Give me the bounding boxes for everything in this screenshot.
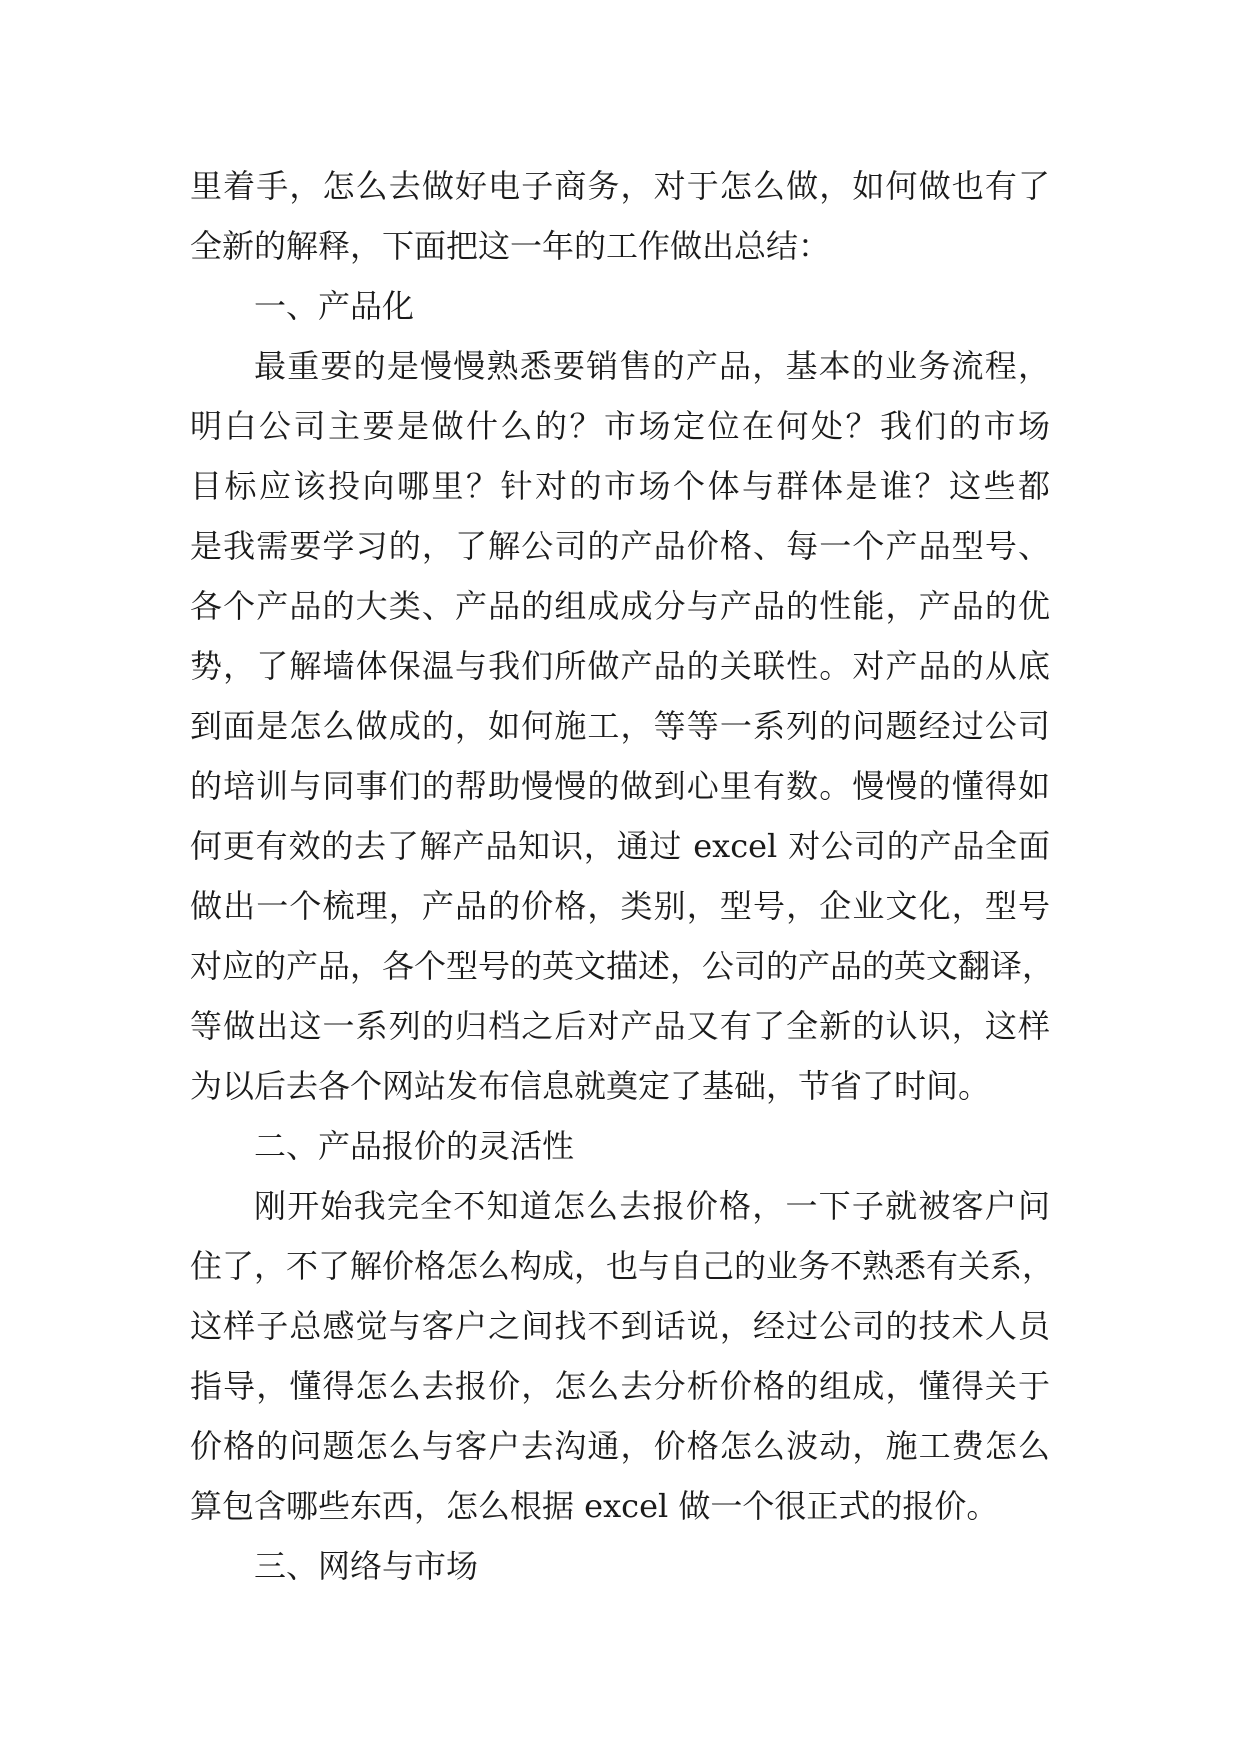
paragraph-line: 做出一个梳理，产品的价格，类别，型号，企业文化，型号	[190, 887, 1050, 925]
paragraph-line: 最重要的是慢慢熟悉要销售的产品，基本的业务流程，	[254, 347, 1050, 385]
paragraph-line: 住了，不了解价格怎么构成，也与自己的业务不熟悉有关系，	[190, 1247, 1055, 1285]
paragraph-line: 价格的问题怎么与客户去沟通，价格怎么波动，施工费怎么	[190, 1427, 1050, 1465]
paragraph-line: 指导，懂得怎么去报价，怎么去分析价格的组成，懂得关于	[190, 1367, 1050, 1405]
paragraph-line: 这样子总感觉与客户之间找不到话说，经过公司的技术人员	[190, 1307, 1050, 1345]
paragraph-line: 的培训与同事们的帮助慢慢的做到心里有数。慢慢的懂得如	[190, 767, 1050, 805]
section-heading: 二、产品报价的灵活性	[254, 1127, 575, 1165]
paragraph-line: 何更有效的去了解产品知识，通过 excel 对公司的产品全面	[190, 827, 1050, 865]
paragraph-line: 是我需要学习的，了解公司的产品价格、每一个产品型号、	[190, 527, 1050, 565]
paragraph-line: 到面是怎么做成的，如何施工，等等一系列的问题经过公司	[190, 707, 1050, 745]
section-heading: 三、网络与市场	[254, 1547, 479, 1585]
paragraph-line: 刚开始我完全不知道怎么去报价格，一下子就被客户问	[254, 1187, 1050, 1225]
paragraph-line: 对应的产品，各个型号的英文描述，公司的产品的英文翻译，	[190, 947, 1055, 985]
paragraph-line: 势，了解墙体保温与我们所做产品的关联性。对产品的从底	[190, 647, 1050, 685]
section-heading: 一、产品化	[254, 287, 415, 325]
paragraph-line: 为以后去各个网站发布信息就奠定了基础，节省了时间。	[190, 1067, 991, 1105]
paragraph-line: 全新的解释，下面把这一年的工作做出总结：	[190, 227, 831, 265]
paragraph-line: 等做出这一系列的归档之后对产品又有了全新的认识，这样	[190, 1007, 1050, 1045]
paragraph-line: 目标应该投向哪里？针对的市场个体与群体是谁？这些都	[190, 467, 1050, 505]
paragraph-line: 各个产品的大类、产品的组成成分与产品的性能，产品的优	[190, 587, 1050, 625]
paragraph-line: 明白公司主要是做什么的？市场定位在何处？我们的市场	[190, 407, 1050, 445]
paragraph-line: 里着手，怎么去做好电子商务，对于怎么做，如何做也有了	[190, 167, 1050, 205]
paragraph-line: 算包含哪些东西，怎么根据 excel 做一个很正式的报价。	[190, 1487, 999, 1525]
document-body	[190, 156, 1055, 1596]
